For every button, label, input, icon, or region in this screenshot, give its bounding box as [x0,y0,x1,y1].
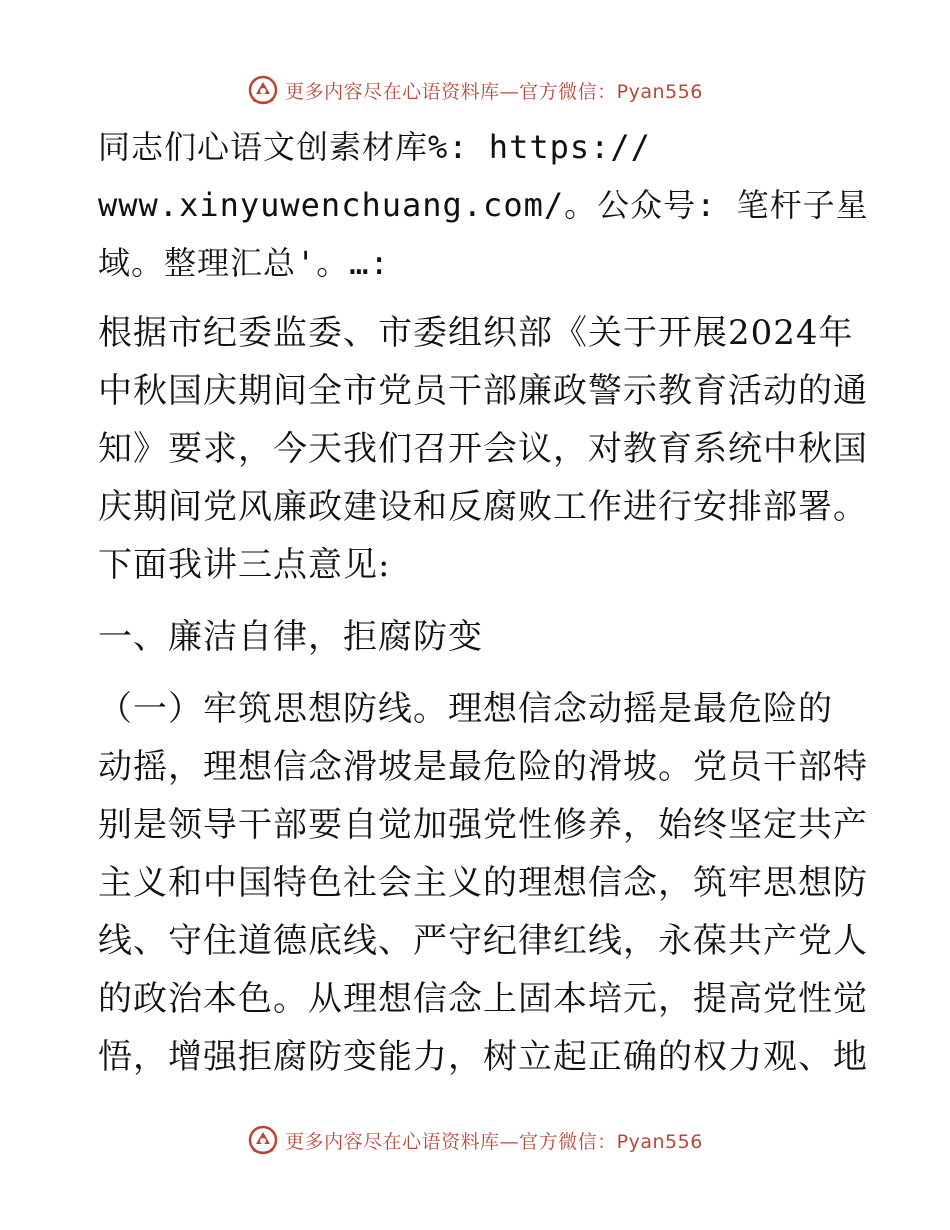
intro-line: 同志们心语文创素材库%: https:// [98,128,651,166]
intro-line: www.xinyuwenchuang.com/。公众号: 笔杆子星 [98,186,869,224]
paragraph-line: 主义和中国特色社会主义的理想信念，筑牢思想防 [98,863,868,903]
paragraph-line: 下面我讲三点意见: [98,545,391,585]
document-body [98,118,869,1100]
section-paragraph [98,680,868,1086]
footer-watermark [0,1120,950,1160]
intro-paragraph [98,118,869,292]
paragraph-line: 悟，增强拒腐防变能力，树立起正确的权力观、地 [98,1037,868,1077]
paragraph-line: 庆期间党风廉政建设和反腐败工作进行安排部署。 [98,487,868,527]
intro-line: 域。整理汇总'。…: [98,244,390,282]
paragraph-line: 根据市纪委监委、市委组织部《关于开展2024年 [98,313,854,353]
red-circular-seal-icon [247,1124,279,1156]
paragraph-line: 别是领导干部要自觉加强党性修养，始终坚定共产 [98,805,868,845]
wechat-id: Pyan556 [616,1130,703,1153]
watermark-text: 更多内容尽在心语资料库—官方微信：Pyan556 [285,80,703,103]
section-heading [98,608,850,666]
paragraph-line: 的政治本色。从理想信念上固本培元，提高党性觉 [98,979,868,1019]
paragraph-line: 知》要求，今天我们召开会议，对教育系统中秋国 [98,429,868,469]
wechat-id: Pyan556 [616,80,703,103]
paragraph-line: 中秋国庆期间全市党员干部廉政警示教育活动的通 [98,371,868,411]
opening-paragraph [98,304,868,594]
red-circular-seal-icon [247,74,279,106]
paragraph-line: 动摇，理想信念滑坡是最危险的滑坡。党员干部特 [98,747,868,787]
paragraph-line: 线、守住道德底线、严守纪律红线，永葆共产党人 [98,921,868,961]
watermark-text: 更多内容尽在心语资料库—官方微信：Pyan556 [285,1130,703,1153]
paragraph-line: （一）牢筑思想防线。理想信念动摇是最危险的 [98,689,833,729]
header-watermark [0,70,950,110]
heading-line: 一、廉洁自律，拒腐防变 [98,617,483,657]
